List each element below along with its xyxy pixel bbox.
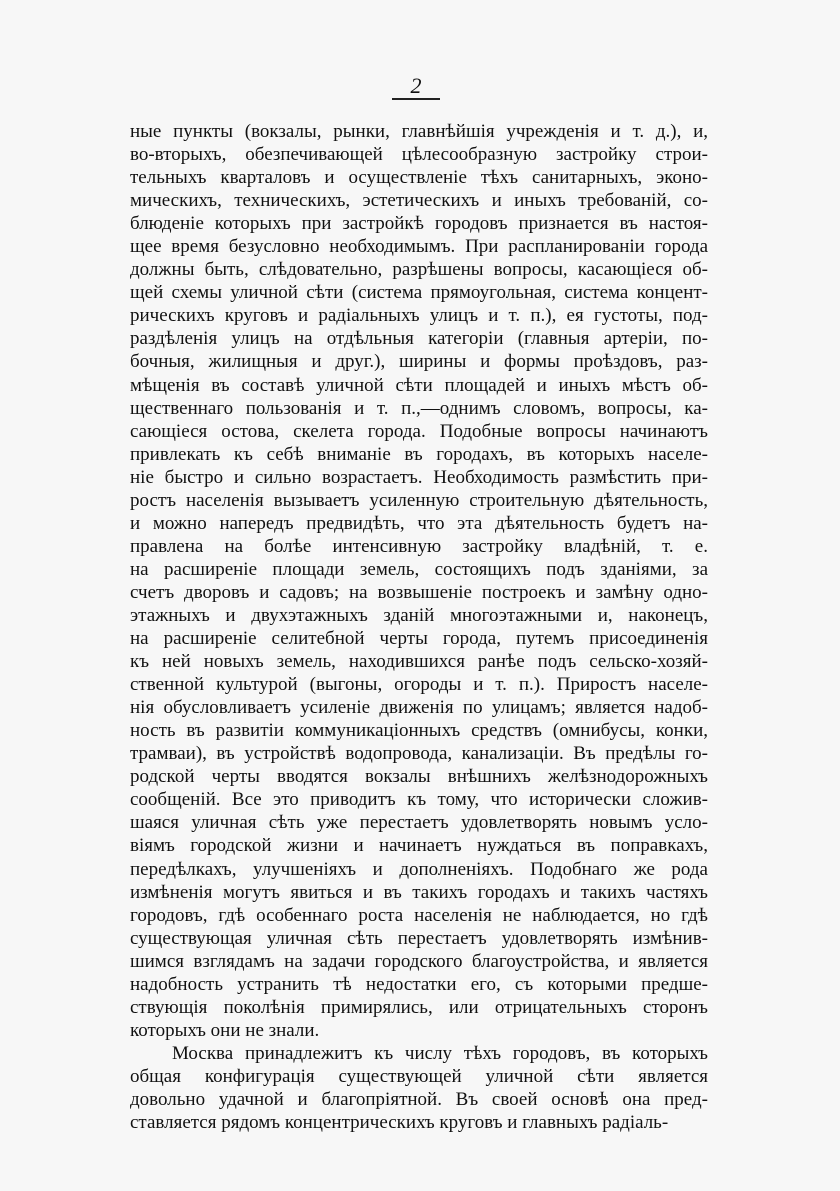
body-text: [130, 120, 708, 1134]
text-line: мѣщенія въ составѣ уличной сѣти площадей и иныхъ мѣстъ об-: [130, 374, 708, 396]
text-line: шимся взглядамъ на задачи городского благоустройства, и является: [130, 950, 708, 972]
text-line: ствующія поколѣнія примирялись, или отрицательныхъ сторонъ: [130, 996, 708, 1018]
text-line: тельныхъ кварталовъ и осуществленіе тѣхъ санитарныхъ, эконо-: [130, 167, 708, 189]
text-line: привлекать къ себѣ вниманіе въ городахъ, въ которыхъ населе-: [130, 443, 708, 465]
text-line: этажныхъ и двухэтажныхъ зданій многоэтажными и, наконецъ,: [130, 604, 708, 626]
text-line: измѣненія могутъ явиться и въ такихъ городахъ и такихъ частяхъ: [130, 881, 708, 903]
text-line: ставляется рядомъ концентрическихъ круговъ и главныхъ радіаль-: [130, 1112, 669, 1134]
page-number: 2: [410, 73, 422, 98]
text-line: ніе быстро и сильно возрастаетъ. Необходимость размѣстить при-: [130, 466, 708, 488]
text-line: бочныя, жилищныя и друг.), ширины и формы проѣздовъ, раз-: [130, 351, 708, 373]
text-line: общая конфигурація существующей уличной сѣти является: [130, 1065, 708, 1087]
text-line: щественнаго пользованія и т. п.,—однимъ словомъ, вопросы, ка-: [130, 397, 708, 419]
text-line: раздѣленія улицъ на отдѣльныя категоріи (главныя артеріи, по-: [130, 328, 708, 350]
text-line: городовъ, гдѣ особеннаго роста населенія не наблюдается, но гдѣ: [130, 904, 708, 926]
text-line: сообщеній. Все это приводитъ къ тому, что исторически сложив-: [130, 789, 708, 811]
text-line: ственной культурой (выгоны, огороды и т. п.). Приростъ населе-: [130, 674, 708, 696]
text-line: передѣлкахъ, улучшеніяхъ и дополненіяхъ. Подобнаго же рода: [130, 858, 708, 880]
text-line: на расширеніе селитебной черты города, путемъ присоединенія: [130, 628, 708, 650]
text-line: которыхъ они не знали.: [130, 1019, 320, 1041]
text-line: ность въ развитіи коммуникаціонныхъ средствъ (омнибусы, конки,: [130, 720, 708, 742]
text-line: віямъ городской жизни и начинаетъ нуждаться въ поправкахъ,: [130, 835, 708, 857]
text-line: къ ней новыхъ земель, находившихся ранѣе подъ сельско-хозяй-: [130, 651, 708, 673]
text-line: трамваи), въ устройствѣ водопровода, канализаціи. Въ предѣлы го-: [130, 743, 708, 765]
text-line: щей схемы уличной сѣти (система прямоугольная, система концент-: [130, 282, 708, 304]
text-line: правлена на болѣе интенсивную застройку владѣній, т. е.: [130, 535, 708, 557]
text-line: довольно удачной и благопріятной. Въ своей основѣ она пред-: [130, 1088, 708, 1110]
text-line: во-вторыхъ, обезпечивающей цѣлесообразную застройку строи-: [130, 144, 708, 166]
text-line: шаяся уличная сѣть уже перестаетъ удовлетворять новымъ усло-: [130, 812, 708, 834]
text-line: родской черты вводятся вокзалы внѣшнихъ желѣзнодорожныхъ: [130, 766, 708, 788]
text-line: и можно напередъ предвидѣть, что эта дѣятельность будетъ на-: [130, 512, 708, 534]
paragraph: [130, 1042, 708, 1134]
text-line: сающіеся остова, скелета города. Подобные вопросы начинаютъ: [130, 420, 708, 442]
paragraph: [130, 120, 708, 1042]
text-line: надобность устранить тѣ недостатки его, съ которыми предше-: [130, 973, 708, 995]
page-number-rule: [392, 98, 440, 100]
text-line: блюденіе которыхъ при застройкѣ городовъ признается въ настоя-: [130, 213, 708, 235]
text-line: существующая уличная сѣть перестаетъ удовлетворять измѣнив-: [130, 927, 708, 949]
page-header: [392, 73, 440, 100]
text-line: счетъ дворовъ и садовъ; на возвышеніе построекъ и замѣну одно-: [130, 581, 708, 603]
text-line: на расширеніе площади земель, состоящихъ подъ зданіями, за: [130, 558, 708, 580]
text-line: щее время безусловно необходимымъ. При распланированіи города: [130, 236, 708, 258]
text-line: рическихъ круговъ и радіальныхъ улицъ и т. п.), ея густоты, под-: [130, 305, 708, 327]
text-line: должны быть, слѣдовательно, разрѣшены вопросы, касающіеся об-: [130, 259, 708, 281]
text-line: ные пункты (вокзалы, рынки, главнѣйшія учрежденія и т. д.), и,: [130, 121, 708, 142]
text-line: мическихъ, техническихъ, эстетическихъ и иныхъ требованій, со-: [130, 190, 708, 212]
text-line: Москва принадлежитъ къ числу тѣхъ городовъ, въ которыхъ: [172, 1042, 708, 1064]
text-line: нія обусловливаетъ усиленіе движенія по улицамъ; является надоб-: [130, 697, 708, 719]
text-line: ростъ населенія вызываетъ усиленную строительную дѣятельность,: [130, 489, 708, 511]
